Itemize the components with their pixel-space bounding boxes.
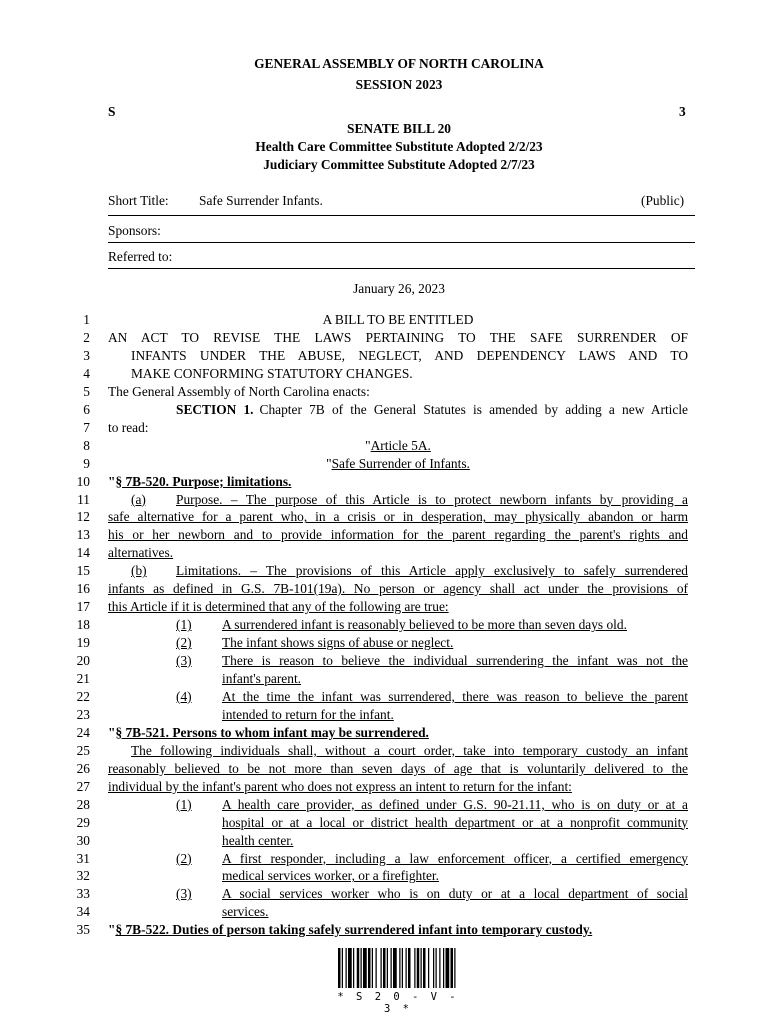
assembly-title: GENERAL ASSEMBLY OF NORTH CAROLINA — [254, 56, 544, 71]
line-content: § 7B-522. Duties of person taking safely surrendered infant into temporary custody. — [115, 922, 593, 938]
bill-line-text — [108, 419, 149, 437]
line-content: § 7B-520. Purpose; limitations. — [115, 473, 292, 489]
barcode-bar — [381, 948, 382, 988]
bill-line-text — [108, 760, 688, 778]
line-content: AN ACT TO REVISE THE LAWS PERTAINING TO THE SAFE SURRENDER OF — [108, 329, 688, 345]
line-content: A health care provider, as defined under G.S. 90-21.11, who is on duty or at a — [222, 796, 688, 812]
line-content: this Article if it is determined that any of the following are true: — [108, 599, 449, 615]
line-content: to read: — [108, 419, 149, 435]
line-number: 12 — [76, 509, 90, 525]
barcode-bar — [439, 948, 440, 988]
line-content: The General Assembly of North Carolina enacts: — [108, 383, 370, 399]
bill-line-text — [222, 616, 627, 634]
barcode-icon — [338, 948, 458, 988]
line-number: 1 — [83, 312, 90, 327]
barcode-bar — [376, 948, 377, 988]
line-number: 28 — [76, 796, 90, 812]
bill-line-text — [222, 867, 439, 885]
barcode-bar — [383, 948, 386, 988]
open-quote: " — [108, 724, 116, 740]
divider — [108, 268, 695, 269]
line-content: his or her newborn and to provide information for the parent regarding the parent's rights and — [108, 527, 688, 543]
barcode-bar — [387, 948, 388, 988]
short-title-label: Short Title: — [108, 193, 169, 208]
bill-line-text — [131, 347, 688, 365]
barcode-bar — [338, 948, 341, 988]
line-content: services. — [222, 904, 269, 920]
line-content: The infant shows signs of abuse or neglect. — [222, 635, 454, 651]
line-number: 33 — [76, 886, 90, 902]
barcode-bar — [348, 948, 352, 988]
barcode-bar — [451, 948, 454, 988]
subsection-label: (2) — [176, 635, 192, 651]
bill-line-text — [108, 778, 572, 796]
line-content: alternatives. — [108, 545, 174, 561]
bill-line-text — [222, 832, 293, 850]
line-number: 7 — [83, 419, 90, 435]
bill-line-text — [108, 437, 688, 455]
subsection-label: (4) — [176, 688, 192, 704]
barcode-bar — [454, 948, 455, 988]
public-label: (Public) — [641, 193, 685, 208]
committee-substitute-2: Judiciary Committee Substitute Adopted 2/7/23 — [263, 157, 535, 172]
barcode-bar — [423, 948, 426, 988]
bill-date: January 26, 2023 — [353, 281, 445, 296]
bill-line-text — [222, 706, 394, 724]
barcode-bar — [414, 948, 415, 988]
barcode-bar — [346, 948, 347, 988]
bill-line-text — [108, 544, 173, 562]
bill-line-text — [108, 455, 688, 473]
line-number: 2 — [83, 329, 90, 345]
bill-line-text — [108, 526, 688, 544]
bill-line-text — [108, 598, 449, 616]
line-number: 22 — [76, 688, 90, 704]
barcode-bar — [393, 948, 397, 988]
barcode-bar — [399, 948, 400, 988]
subsection-label: (b) — [131, 563, 147, 579]
line-number: 19 — [76, 635, 90, 651]
chamber-letter: S — [108, 104, 116, 119]
barcode-bar — [406, 948, 407, 988]
subsection-label: (3) — [176, 653, 192, 669]
line-number: 35 — [76, 922, 90, 938]
line-content: Chapter 7B of the General Statutes is amended by adding a new Article — [259, 401, 688, 417]
barcode-bar — [417, 948, 420, 988]
barcode-text: * S 2 0 - V - 3 * — [337, 991, 459, 1015]
line-number: 30 — [76, 832, 90, 848]
barcode-bar — [402, 948, 403, 988]
divider — [108, 215, 695, 216]
bill-line-text — [108, 311, 688, 329]
line-number: 6 — [83, 401, 90, 417]
line-content: hospital or at a local or district health department or at a nonprofit community — [222, 814, 688, 830]
line-number: 18 — [76, 617, 90, 633]
barcode-bar — [428, 948, 429, 988]
barcode-bar — [342, 948, 343, 988]
bill-line-text — [108, 473, 291, 491]
open-quote: " — [365, 437, 371, 453]
line-content: individual by the infant's parent who does not express an intent to return for the infant: — [108, 778, 572, 794]
section-label: SECTION 1. — [176, 401, 254, 417]
line-content: safe alternative for a parent who, in a crisis or in desperation, may physically abandon or harm — [108, 509, 688, 525]
barcode-bar — [372, 948, 373, 988]
line-content: There is reason to believe the individual surrendering the infant was not the — [222, 653, 688, 669]
barcode-bar — [363, 948, 367, 988]
bill-line-text — [131, 365, 413, 383]
line-content: infants as defined in G.S. 7B-101(19a). No person or agency shall act under the provisions of — [108, 581, 688, 597]
line-content: health center. — [222, 832, 294, 848]
bill-line-text — [131, 742, 688, 760]
bill-number: SENATE BILL 20 — [347, 121, 451, 136]
barcode-bar — [436, 948, 437, 988]
line-number: 14 — [76, 545, 90, 561]
bill-line-text — [176, 562, 688, 580]
line-number: 15 — [76, 563, 90, 579]
bill-line-text — [222, 814, 688, 832]
line-content: INFANTS UNDER THE ABUSE, NEGLECT, AND DEPENDENCY LAWS AND TO — [131, 347, 688, 363]
subsection-label: (1) — [176, 617, 192, 633]
subsection-label: (3) — [176, 886, 192, 902]
line-number: 31 — [76, 850, 90, 866]
bill-line-text — [222, 850, 688, 868]
committee-substitute-1: Health Care Committee Substitute Adopted 2/2/23 — [255, 139, 543, 154]
line-content: Purpose. – The purpose of this Article is to protect newborn infants by providing a — [176, 491, 688, 507]
open-quote: " — [326, 455, 332, 471]
line-number: 4 — [83, 365, 90, 381]
bill-line-text — [176, 401, 688, 419]
line-number: 34 — [76, 904, 90, 920]
line-content: A social services worker who is on duty or at a local department of social — [222, 886, 688, 902]
bill-line-text — [108, 921, 592, 939]
line-content: § 7B-521. Persons to whom infant may be surrendered. — [115, 724, 429, 740]
bill-line-text — [222, 903, 268, 921]
line-number: 20 — [76, 653, 90, 669]
line-content: Safe Surrender of Infants. — [331, 455, 470, 471]
bill-line-text — [108, 383, 370, 401]
line-number: 29 — [76, 814, 90, 830]
barcode-bar — [353, 948, 354, 988]
line-content: intended to return for the infant. — [222, 706, 394, 722]
line-content: A BILL TO BE ENTITLED — [322, 312, 474, 327]
subsection-label: (1) — [176, 796, 192, 812]
barcode-bar — [443, 948, 444, 988]
bill-version: 3 — [679, 104, 686, 119]
line-number: 8 — [83, 437, 90, 453]
barcode-bar — [408, 948, 411, 988]
line-number: 13 — [76, 527, 90, 543]
line-number: 26 — [76, 760, 90, 776]
line-number: 23 — [76, 706, 90, 722]
line-content: Limitations. – The provisions of this Article apply exclusively to safely surrendered — [176, 563, 688, 579]
line-number: 3 — [83, 347, 90, 363]
subsection-label: (a) — [131, 491, 146, 507]
divider — [108, 242, 695, 243]
line-number: 25 — [76, 742, 90, 758]
bill-line-text — [108, 508, 688, 526]
line-number: 24 — [76, 724, 90, 740]
line-content: medical services worker, or a firefighter. — [222, 868, 439, 884]
line-number: 27 — [76, 778, 90, 794]
barcode-bar — [368, 948, 371, 988]
open-quote: " — [108, 473, 116, 489]
line-number: 10 — [76, 473, 90, 489]
line-number: 21 — [76, 671, 90, 686]
bill-line-text — [222, 885, 688, 903]
barcode-bar — [433, 948, 434, 988]
bill-line-text — [108, 329, 688, 347]
bill-line-text — [222, 796, 688, 814]
line-content: At the time the infant was surrendered, there was reason to believe the parent — [222, 688, 688, 704]
line-content: The following individuals shall, without a court order, take into temporary custody an infant — [131, 742, 688, 758]
line-content: Article 5A. — [370, 437, 431, 453]
line-number: 16 — [76, 581, 90, 597]
bill-line-text — [222, 634, 453, 652]
bill-line-text — [108, 724, 429, 742]
bill-line-text — [176, 491, 688, 509]
barcode-bar — [361, 948, 362, 988]
line-content: reasonably believed to be not more than seven days of age that is voluntarily delivered to the — [108, 760, 688, 776]
subsection-label: (2) — [176, 850, 192, 866]
line-number: 5 — [83, 383, 90, 399]
line-content: A surrendered infant is reasonably believed to be more than seven days old. — [222, 617, 627, 633]
barcode-bar — [391, 948, 392, 988]
line-number: 32 — [76, 868, 90, 884]
line-number: 9 — [83, 455, 90, 471]
sponsors-label: Sponsors: — [108, 223, 161, 238]
session-title: SESSION 2023 — [355, 77, 443, 92]
bill-line-text — [222, 670, 301, 688]
line-content: A first responder, including a law enforcement officer, a certified emergency — [222, 850, 688, 866]
line-number: 11 — [77, 491, 90, 507]
bill-line-text — [222, 688, 688, 706]
bill-line-text — [222, 652, 688, 670]
barcode-bar — [446, 948, 450, 988]
bill-line-text — [108, 580, 688, 598]
line-content: MAKE CONFORMING STATUTORY CHANGES. — [131, 365, 413, 381]
open-quote: " — [108, 922, 116, 938]
referred-label: Referred to: — [108, 249, 173, 264]
line-content: infant's parent. — [222, 671, 302, 686]
short-title-value: Safe Surrender Infants. — [199, 193, 323, 208]
barcode-bar — [357, 948, 360, 988]
line-number: 17 — [76, 599, 90, 615]
barcode-bar — [421, 948, 422, 988]
